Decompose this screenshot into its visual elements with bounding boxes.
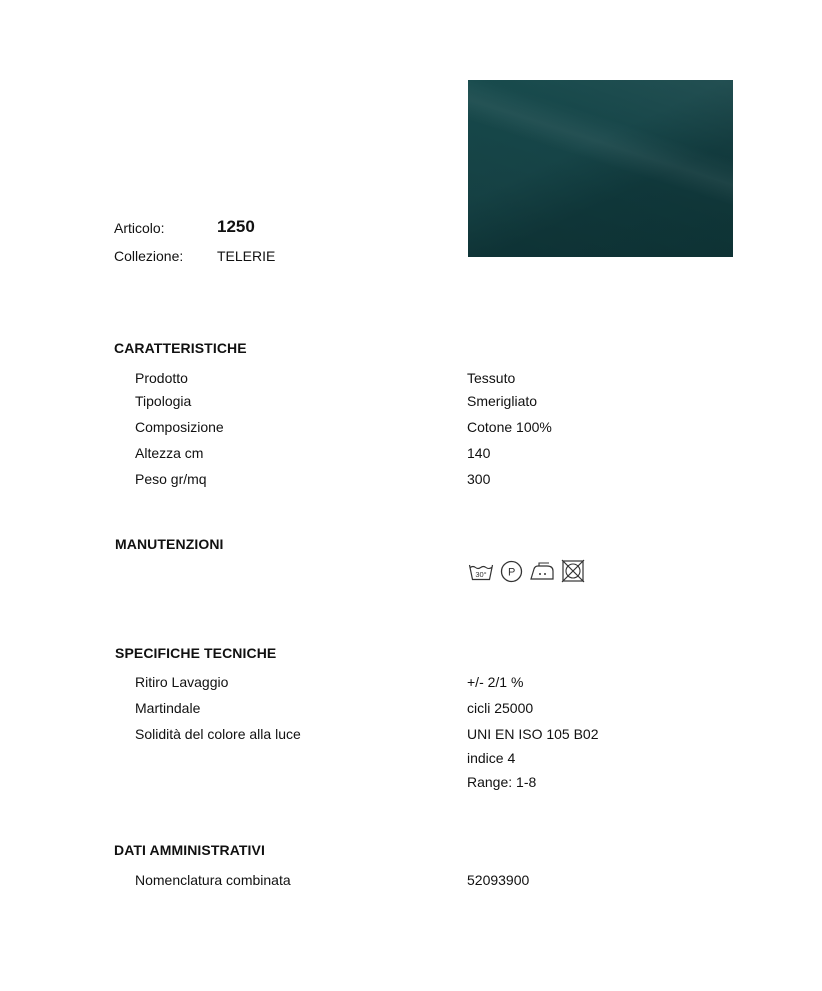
wash-temp-text: 30°: [475, 570, 487, 579]
row-label-composizione: Composizione: [135, 419, 224, 435]
specifiche-heading: SPECIFICHE TECNICHE: [115, 645, 277, 661]
row-label-tipologia: Tipologia: [135, 393, 192, 409]
row-value-composizione: Cotone 100%: [467, 419, 552, 435]
row-value-nomenclatura: 52093900: [467, 872, 530, 888]
no-tumble-dry-icon: [561, 559, 585, 583]
iron-medium-icon: [529, 561, 555, 581]
care-symbols: [468, 559, 585, 583]
collezione-label: Collezione:: [114, 248, 184, 264]
row-value-altezza: 140: [467, 445, 491, 461]
articolo-number: 1250: [217, 217, 255, 236]
row-label-altezza: Altezza cm: [135, 445, 204, 461]
amministrativi-heading: DATI AMMINISTRATIVI: [114, 842, 265, 858]
row-value-martindale: cicli 25000: [467, 700, 534, 716]
row-value-ritiro: +/- 2/1 %: [467, 674, 524, 690]
row-value-solidita: UNI EN ISO 105 B02: [467, 726, 599, 742]
row-label-nomenclatura: Nomenclatura combinata: [135, 872, 291, 888]
wash-30-icon: [468, 560, 494, 582]
row-label-solidita: Solidità del colore alla luce: [135, 726, 301, 742]
row-label-peso: Peso gr/mq: [135, 471, 207, 487]
manutenzioni-heading: MANUTENZIONI: [115, 536, 224, 552]
row-label-martindale: Martindale: [135, 700, 201, 716]
collezione-value: TELERIE: [217, 248, 276, 264]
row-value-peso: 300: [467, 471, 491, 487]
solidita-range: Range: 1-8: [467, 774, 537, 790]
dry-clean-p-icon: [500, 560, 523, 583]
fabric-swatch-image: [468, 80, 733, 257]
caratteristiche-heading: CARATTERISTICHE: [114, 340, 247, 356]
row-value-tipologia: Smerigliato: [467, 393, 538, 409]
row-label-ritiro: Ritiro Lavaggio: [135, 674, 229, 690]
solidita-indice: indice 4: [467, 750, 516, 766]
row-label-prodotto: Prodotto: [135, 370, 188, 386]
articolo-label: Articolo:: [114, 220, 165, 236]
row-value-prodotto: Tessuto: [467, 370, 516, 386]
dry-clean-letter: P: [508, 566, 516, 578]
